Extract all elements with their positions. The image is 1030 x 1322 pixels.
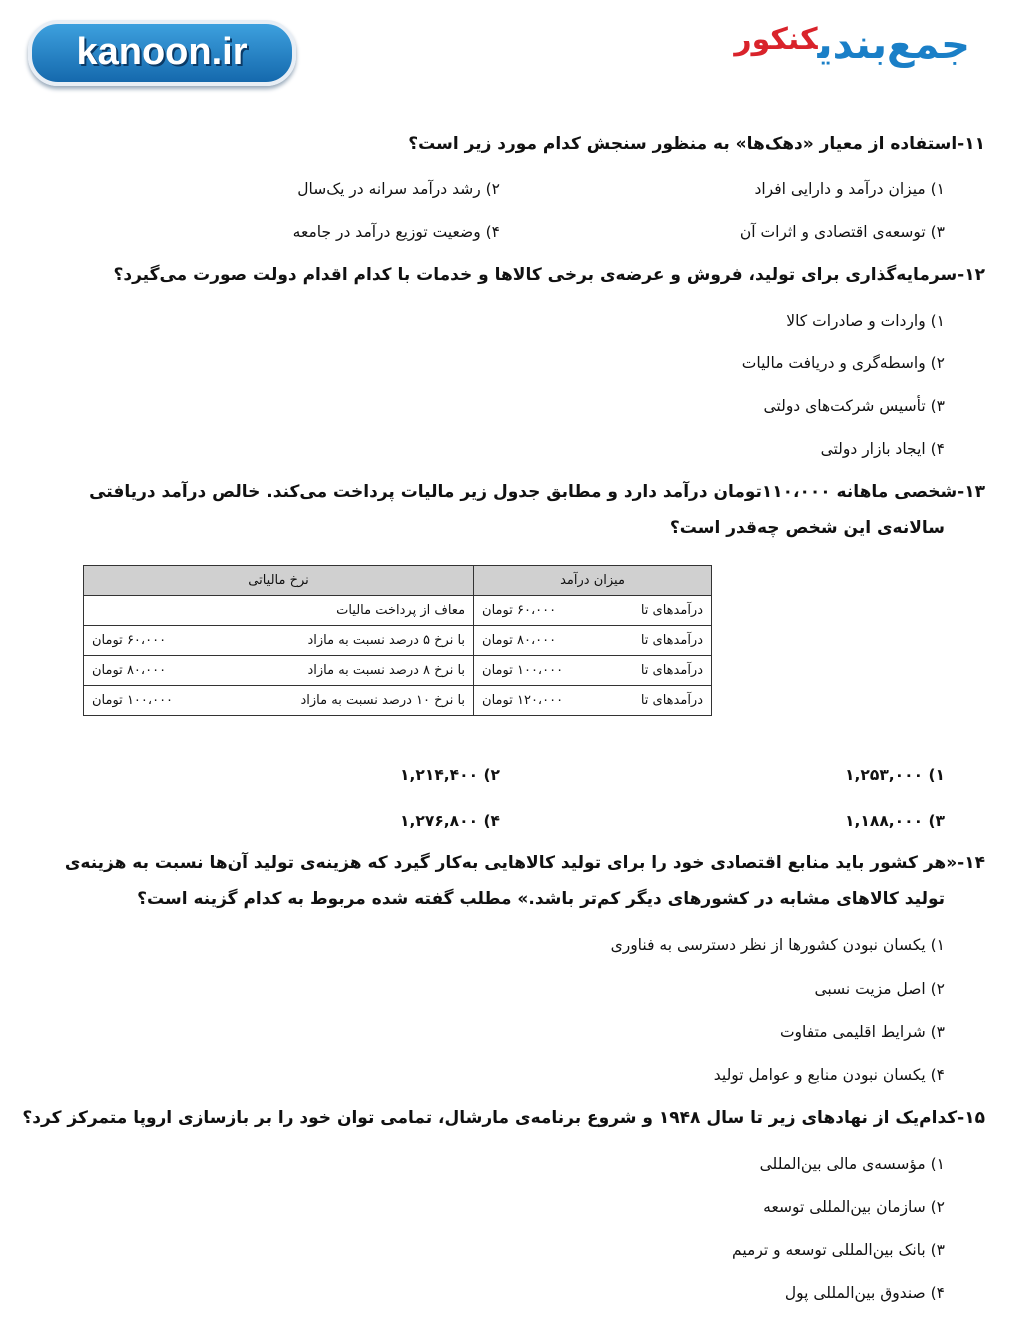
kanoon-logo[interactable]: kanoon.ir — [28, 20, 296, 86]
option[interactable]: ۱) واردات و صادرات کالا — [786, 312, 945, 330]
option[interactable]: ۴) ایجاد بازار دولتی — [820, 440, 945, 458]
option[interactable]: ۲) رشد درآمد سرانه در یک‌سال — [297, 180, 500, 198]
brand-logo — [734, 22, 970, 68]
question-13: ۱۳-شخصی ماهانه ۱۱۰،۰۰۰تومان درآمد دارد و مطابق جدول زیر مالیات پرداخت می‌کند. خالص درآمد دریافتی — [89, 482, 985, 502]
option[interactable]: ۱) مؤسسه‌ی مالی بین‌المللی — [759, 1155, 945, 1173]
table-row — [84, 626, 712, 656]
option[interactable]: ۲) اصل مزیت نسبی — [814, 980, 945, 998]
option[interactable]: ۳) توسعه‌ی اقتصادی و اثرات آن — [739, 223, 945, 241]
cell-label: درآمدهای تا — [640, 693, 703, 708]
option[interactable]: ۴) وضعیت توزیع درآمد در جامعه — [292, 223, 500, 241]
cell-above: ۸۰،۰۰۰ تومان — [92, 663, 167, 678]
cell-income: ۱۰۰،۰۰۰ تومان — [482, 663, 564, 678]
brand-blue: جمع‌بندی — [817, 22, 970, 68]
option[interactable]: ۲) سازمان بین‌المللی توسعه — [763, 1198, 945, 1216]
brand-red: کنکور — [734, 22, 818, 57]
option[interactable]: ۴) یکسان نبودن منابع و عوامل تولید — [713, 1066, 945, 1084]
option[interactable]: ۱) میزان درآمد و دارایی افراد — [754, 180, 945, 198]
question-15: ۱۵-کدام‌یک از نهادهای زیر تا سال ۱۹۴۸ و شروع برنامه‌ی مارشال، تمامی توان خود را بر بازسازی اروپا متمرکز کرد؟ — [22, 1108, 985, 1128]
cell-income: ۱۲۰،۰۰۰ تومان — [482, 693, 564, 708]
question-14-cont: تولید کالاهای مشابه در کشورهای دیگر کم‌تر باشد.» مطلب گفته شده مربوط به کدام گزینه است؟ — [137, 889, 945, 909]
option[interactable]: ۳) تأسیس شرکت‌های دولتی — [763, 397, 945, 415]
cell-label: درآمدهای تا — [640, 663, 703, 678]
header-rate: نرخ مالیاتی — [84, 566, 474, 596]
cell-income: ۶۰،۰۰۰ تومان — [482, 603, 557, 618]
option[interactable]: ۲) ۱,۲۱۴,۴۰۰ — [400, 766, 500, 784]
table-row — [84, 596, 712, 626]
table-row — [84, 656, 712, 686]
tax-table — [83, 565, 712, 716]
option[interactable]: ۳) ۱,۱۸۸,۰۰۰ — [845, 812, 945, 830]
table-row — [84, 686, 712, 716]
question-12: ۱۲-سرمایه‌گذاری برای تولید، فروش و عرضه‌ی برخی کالاها و خدمات با کدام اقدام دولت صورت می‌گیرد؟ — [113, 265, 985, 285]
cell-label: درآمدهای تا — [640, 603, 703, 618]
option[interactable]: ۳) بانک بین‌المللی توسعه و ترمیم — [732, 1241, 945, 1259]
question-11: ۱۱-استفاده از معیار «دهک‌ها» به منظور سنجش کدام مورد زیر است؟ — [408, 134, 985, 154]
option[interactable]: ۴) ۱,۲۷۶,۸۰۰ — [400, 812, 500, 830]
cell-above: ۶۰،۰۰۰ تومان — [92, 633, 167, 648]
option[interactable]: ۱) ۱,۲۵۳,۰۰۰ — [845, 766, 945, 784]
question-13-cont: سالانه‌ی این شخص چه‌قدر است؟ — [669, 518, 945, 538]
cell-income: ۸۰،۰۰۰ تومان — [482, 633, 557, 648]
cell-rate: با نرخ ۸ درصد نسبت به مازاد — [307, 663, 466, 678]
cell-rate: معاف از پرداخت مالیات — [336, 603, 466, 618]
option[interactable]: ۲) واسطه‌گری و دریافت مالیات — [741, 354, 945, 372]
cell-label: درآمدهای تا — [640, 633, 703, 648]
header-income: میزان درآمد — [474, 566, 712, 596]
cell-rate: با نرخ ۱۰ درصد نسبت به مازاد — [300, 693, 466, 708]
cell-above: ۱۰۰،۰۰۰ تومان — [92, 693, 174, 708]
cell-rate: با نرخ ۵ درصد نسبت به مازاد — [307, 633, 466, 648]
option[interactable]: ۳) شرایط اقلیمی متفاوت — [779, 1023, 945, 1041]
question-14: ۱۴-«هر کشور باید منابع اقتصادی خود را برای تولید کالاهایی به‌کار گیرد که هزینه‌ی تولید آن‌ها نسبت به هزینه‌ی — [64, 853, 985, 873]
option[interactable]: ۱) یکسان نبودن کشورها از نظر دسترسی به فناوری — [610, 936, 945, 954]
option[interactable]: ۴) صندوق بین‌المللی پول — [784, 1284, 945, 1302]
